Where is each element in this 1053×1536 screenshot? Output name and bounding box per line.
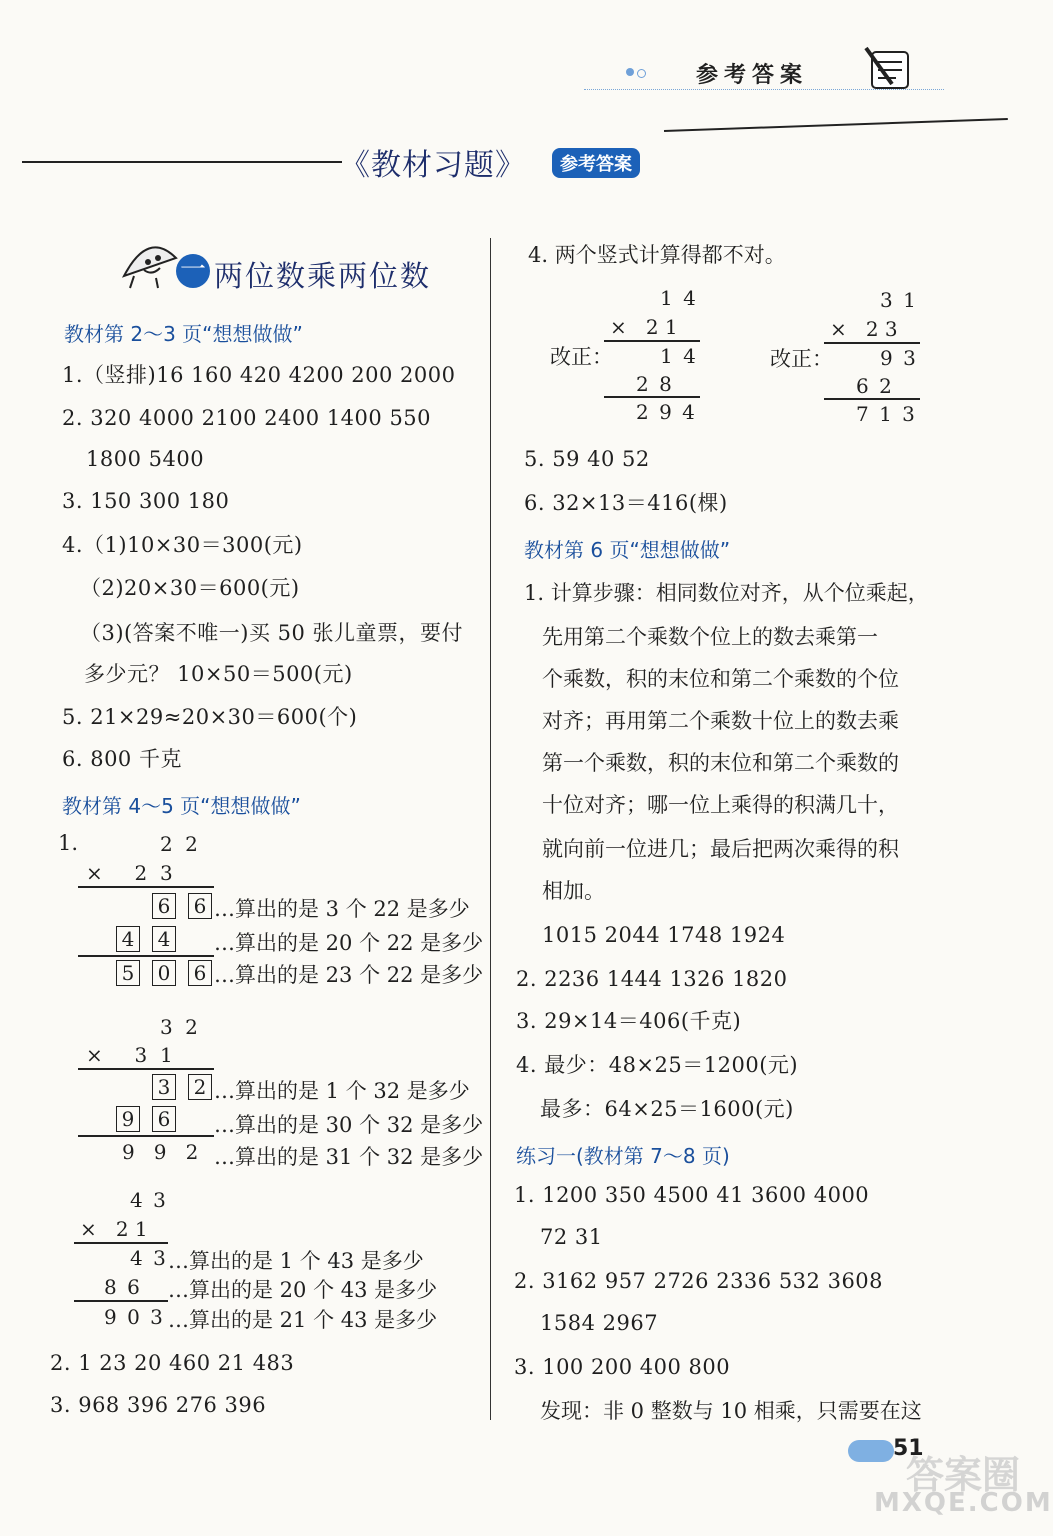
answer-line: 1.（竖排)16 160 420 4200 200 2000 — [62, 363, 456, 387]
multiplicand: 3 2 — [160, 1015, 198, 1039]
banner-title: 《教材习题》 — [340, 148, 526, 183]
calc-note: …算出的是 1 个 43 是多少 — [168, 1249, 424, 1273]
calc-rule — [78, 1135, 214, 1137]
answer-line: 2. 2236 1444 1326 1820 — [516, 967, 788, 991]
answer-line: 3. 29×14＝406(千克) — [516, 1009, 742, 1033]
section-heading: 教材第 6 页“想想做做” — [524, 538, 731, 562]
answer-line: 3. 150 300 180 — [62, 489, 230, 513]
answer-line: 6. 32×13＝416(棵) — [524, 491, 728, 515]
digit-box: 3 — [152, 1074, 176, 1100]
calc-note: …算出的是 20 个 22 是多少 — [214, 931, 484, 955]
calc-rule — [74, 1242, 168, 1244]
digit-box: 4 — [152, 926, 176, 952]
product: 7 1 3 — [856, 402, 915, 426]
calc-note: …算出的是 1 个 32 是多少 — [214, 1079, 470, 1103]
paragraph-line: 就向前一位进几；最后把两次乘得的积 — [542, 837, 899, 861]
partial-product: 6 2 — [856, 374, 892, 398]
calc-rule — [78, 955, 214, 957]
question-number: 1. — [58, 831, 79, 855]
digit-box: 4 — [116, 926, 140, 952]
correction-label: 改正： — [770, 347, 833, 371]
answer-line: 多少元？ 10×50＝500(元) — [84, 662, 353, 686]
multiplicand: 2 2 — [160, 832, 198, 856]
answer-line: 1800 5400 — [86, 447, 205, 471]
paragraph-line: 1. 计算步骤：相同数位对齐，从个位乘起， — [524, 581, 929, 605]
answer-line: 4.（1)10×30＝300(元) — [62, 533, 303, 557]
calc-note: …算出的是 30 个 32 是多少 — [214, 1113, 484, 1137]
paragraph-line: 先用第二个乘数个位上的数去乘第一 — [542, 625, 878, 649]
multiplicand: 3 1 — [880, 288, 916, 312]
header-title: 参考答案 — [696, 63, 809, 88]
calc-rule — [824, 398, 920, 400]
calc-rule — [78, 1068, 214, 1070]
chapter-number-badge: 一 — [176, 254, 210, 288]
calc-rule — [74, 1300, 168, 1302]
answer-line: 5. 21×29≈20×30＝600(个) — [62, 705, 358, 729]
partial-product: 9 3 — [880, 346, 916, 370]
multiplier: × 2 3 — [86, 861, 173, 885]
digit-box: 0 — [152, 960, 176, 986]
correction-label: 改正： — [550, 345, 613, 369]
paragraph-line: 十位对齐；哪一位上乘得的积满几十， — [542, 793, 899, 817]
calc-rule — [824, 342, 920, 344]
watermelon-mascot-icon — [118, 236, 184, 290]
digit-box: 6 — [188, 893, 212, 919]
digit-box: 6 — [152, 1106, 176, 1132]
answer-line: 4. 最少：48×25＝1200(元) — [516, 1053, 799, 1077]
answer-line: 2. 320 4000 2100 2400 1400 550 — [62, 406, 432, 430]
calc-note: …算出的是 31 个 32 是多少 — [214, 1145, 484, 1169]
calc-rule — [604, 340, 700, 342]
calc-note: …算出的是 23 个 22 是多少 — [214, 963, 484, 987]
partial-product: 8 6 — [104, 1275, 140, 1299]
dot-icon — [626, 68, 634, 76]
paragraph-line: 个乘数，积的末位和第二个乘数的个位 — [542, 667, 899, 691]
section-heading: 教材第 2～3 页“想想做做” — [64, 322, 303, 346]
answer-line: 1584 2967 — [540, 1311, 659, 1335]
digit-box: 5 — [116, 960, 140, 986]
answer-line: 4. 两个竖式计算得都不对。 — [528, 243, 786, 267]
page-number: 51 — [893, 1436, 924, 1461]
answer-line: 最多：64×25＝1600(元) — [540, 1097, 794, 1121]
paragraph-line: 相加。 — [542, 879, 605, 903]
calc-note: …算出的是 21 个 43 是多少 — [168, 1308, 438, 1332]
answer-line: （2)20×30＝600(元) — [80, 576, 300, 600]
column-divider — [490, 238, 491, 1420]
product: 2 9 4 — [636, 400, 695, 424]
section-heading: 教材第 4～5 页“想想做做” — [62, 794, 301, 818]
partial-product: 1 4 — [660, 344, 696, 368]
watermark-logo: 答案圈 — [906, 1453, 1021, 1497]
multiplier: × 2 3 — [830, 317, 898, 341]
calc-note: …算出的是 3 个 22 是多少 — [214, 897, 470, 921]
digit-box: 6 — [152, 893, 176, 919]
multiplier: × 3 1 — [86, 1043, 173, 1067]
answer-line: 发现：非 0 整数与 10 相乘，只需要在这 — [540, 1399, 922, 1423]
scroll-pen-icon — [862, 44, 922, 94]
multiplier: × 2 1 — [80, 1217, 148, 1241]
answer-line: 5. 59 40 52 — [524, 447, 650, 471]
paragraph-line: 对齐；再用第二个乘数十位上的数去乘 — [542, 709, 899, 733]
digit-box: 6 — [188, 960, 212, 986]
digit-box: 9 — [116, 1106, 140, 1132]
dot-icon — [637, 69, 646, 78]
chapter-title: 两位数乘两位数 — [214, 259, 432, 293]
banner-tag: 参考答案 — [552, 148, 640, 178]
banner-rule-right — [664, 118, 1008, 132]
partial-product: 2 8 — [636, 372, 672, 396]
product: 9 9 2 — [122, 1140, 199, 1164]
answer-line: 72 31 — [540, 1225, 603, 1249]
partial-product: 4 3 — [130, 1246, 166, 1270]
digit-box: 2 — [188, 1074, 212, 1100]
answer-line: 3. 968 396 276 396 — [50, 1393, 267, 1417]
product: 9 0 3 — [104, 1305, 163, 1329]
answer-line: 1. 1200 350 4500 41 3600 4000 — [514, 1183, 870, 1207]
multiplicand: 1 4 — [660, 286, 696, 310]
page-tab-decoration — [848, 1440, 894, 1462]
answer-line: （3)(答案不唯一)买 50 张儿童票，要付 — [80, 621, 464, 645]
calc-note: …算出的是 20 个 43 是多少 — [168, 1278, 438, 1302]
answer-line: 2. 3162 957 2726 2336 532 3608 — [514, 1269, 884, 1293]
multiplicand: 4 3 — [130, 1188, 166, 1212]
calc-rule — [78, 886, 214, 888]
answer-line: 3. 100 200 400 800 — [514, 1355, 731, 1379]
multiplier: × 2 1 — [610, 315, 678, 339]
answer-line: 6. 800 千克 — [62, 747, 182, 771]
section-heading: 练习一(教材第 7～8 页) — [516, 1144, 730, 1168]
paragraph-line: 第一个乘数，积的末位和第二个乘数的 — [542, 751, 899, 775]
banner-rule-left — [22, 161, 342, 163]
answer-line: 2. 1 23 20 460 21 483 — [50, 1351, 295, 1375]
answer-line: 1015 2044 1748 1924 — [542, 923, 786, 947]
watermark-url: MXQE.COM — [874, 1488, 1053, 1518]
calc-rule — [604, 396, 700, 398]
